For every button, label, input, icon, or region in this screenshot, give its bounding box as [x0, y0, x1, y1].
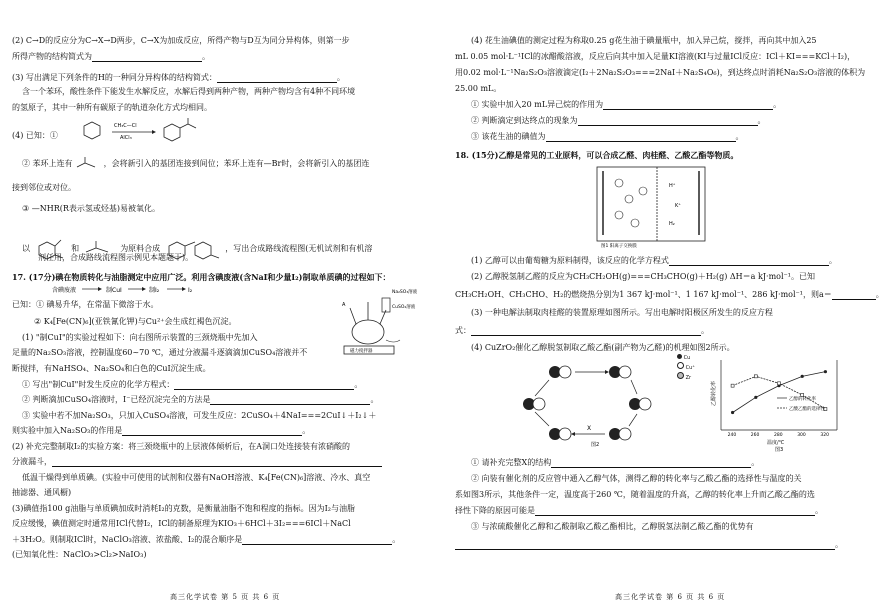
answer-blank[interactable] [174, 381, 354, 390]
q17-2-line3: 低温干燥得到单质碘。(实验中可使用的试剂和仪器有NaOH溶液、K₄[Fe(CN)₆]溶液、冷水、真空 [22, 473, 371, 482]
answer-blank[interactable] [578, 117, 758, 126]
page-footer-right: 高三化学试卷 第 6 页 共 6 页 [615, 593, 726, 601]
q17-1-line3: 断搅拌，有NaHSO₄、Na₂SO₄和白色的CuI沉淀生成。 [12, 364, 211, 373]
svg-text:K⁺: K⁺ [675, 203, 681, 209]
q16-2-line2: 所得产物的结构简式为 。 [12, 52, 210, 61]
q17-known1: 已知：① 碘易升华，在常温下微溶于水。 [12, 300, 159, 309]
q18-3-line1: (3) 一种电解法制取肉桂醛的装置原理如图所示。写出电解时阳极区所发生的反应方程 [471, 308, 773, 317]
x-tick-label: 320 [820, 433, 829, 438]
q16-4-known3: ③ —NHR(R表示氢或烃基)易被氧化。 [22, 204, 160, 213]
legend-cu-plus: Cu⁺ [677, 362, 695, 372]
answer-blank[interactable] [551, 459, 751, 468]
q17-1-line1: (1) "制CuI"的实验过程如下：向右图所示装置的三颈烧瓶中先加入 [22, 333, 258, 342]
x-tick-label: 300 [797, 433, 806, 438]
q17-3-line2: 反应缓慢，碘值测定时通常用ICl代替I₂，ICl的制备原理为KIO₃＋6HCl＋3I₂===6ICl＋NaCl [12, 519, 351, 528]
flow-step2: 制I₂ [149, 287, 160, 294]
answer-blank[interactable] [52, 458, 382, 467]
fig3-legend [777, 395, 825, 412]
flow-step1: 制CuI [106, 287, 122, 294]
q17-3-note: (已知氧化性：NaClO₃>Cl₂>NaIO₃) [12, 550, 147, 559]
stirrer-label: 磁力搅拌器 [350, 349, 373, 354]
q18-4-3-blank: 。 [455, 540, 843, 550]
q17-2-line1: (2) 补充完整制取I₂的实验方案：将三颈烧瓶中的上层液体倾析后，在A洞口处连接装有浓硝酸的 [12, 442, 351, 451]
q16-2-line1: (2) C→D的反应分为C→X→D两步，C→X为加成反应，所得产物与D互为同分异构体，则第一步 [12, 36, 350, 45]
answer-blank[interactable] [546, 133, 736, 142]
legend-conversion: 乙醇的转化率 [789, 397, 816, 402]
page-footer-left: 高三化学试卷 第 5 页 共 6 页 [170, 593, 281, 601]
answer-blank[interactable] [471, 327, 701, 336]
fig1-caption: 图1 阳离子交换膜 [601, 244, 637, 249]
flow-start: 含碘废液 [52, 287, 77, 294]
data-point-s1 [731, 384, 734, 387]
data-point-s1 [754, 375, 757, 378]
electrolysis-cell-figure [595, 163, 707, 249]
q17-known2: ② K₄[Fe(CN)₆](亚铁氰化钾)与Cu²⁺会生成红褐色沉淀。 [34, 317, 237, 326]
q17-2-line4: 抽滤器、通风橱) [12, 488, 72, 497]
temperature-chart [697, 352, 847, 452]
q17-4-2: ② 判断滴定到达终点的现象为 。 [471, 116, 766, 125]
x-tick-label: 260 [750, 433, 760, 438]
fig3-xlabel: 温度/℃ [767, 440, 785, 446]
q17-intro: 17. (17分)碘在物质转化与油脂测定中应用广泛。利用含碘废液(含NaI和少量I₂)制取单质碘的过程如下： [12, 272, 391, 282]
page-right [445, 0, 884, 615]
catalyst-label: AlCl₃ [120, 135, 132, 141]
q18-4-intro: (4) CuZrO₂催化乙醇脱氢制取乙酸乙酯(副产物为乙醛)的机理如图2所示。 [471, 343, 735, 352]
x-tick-label: 280 [774, 433, 783, 438]
answer-blank[interactable] [535, 507, 815, 516]
answer-blank[interactable] [669, 257, 829, 266]
flow-end: I₂ [188, 287, 193, 294]
data-point-s0 [754, 396, 757, 399]
flask-label-na2so3: Na₂SO₃溶液 [392, 290, 418, 295]
flask-label-a: A [342, 302, 346, 308]
q18-2-line1: (2) 乙醇脱氢制乙醛的反应为CH₃CH₂OH(g)===CH₃CHO(g)＋H₂(g) ΔH＝a kJ·mol⁻¹。已知 [471, 272, 815, 281]
q17-4-line4: 25.00 mL。 [455, 84, 502, 93]
fig2-legend [677, 354, 695, 382]
q17-4-line2: mL 0.05 mol·L⁻¹ICl的冰醋酸溶液，反应后向其中加入足量KI溶液(KI与过量ICl反应：ICl＋KI===KCl＋I₂)， [455, 52, 856, 61]
q17-1-line2: 足量的Na₂SO₃溶液，控制温度60~70 ℃，通过分液漏斗逐滴滴加CuSO₄溶液并不 [12, 348, 308, 357]
answer-blank[interactable] [832, 291, 876, 300]
x-tick-label: 240 [727, 433, 737, 438]
svg-text:H⁺: H⁺ [669, 183, 676, 189]
q16-4-known1: (4) 已知：① [12, 131, 58, 140]
q18-4-2-line2: 系如图3所示，其他条件一定，温度高于260 ℃，随着温度的升高，乙醇的转化率上升而乙酸乙酯的选 [455, 490, 815, 499]
q18-2-line2: CH₃CH₂OH、CH₃CHO、H₂的燃烧热分别为1 367 kJ·mol⁻¹、1 167 kJ·mol⁻¹、286 kJ·mol⁻¹，则a＝ 。 [455, 290, 884, 299]
q17-4-line3: 用0.02 mol·L⁻¹Na₂S₂O₃溶液滴定(I₂＋2Na₂S₂O₃===2NaI＋Na₂S₄O₆)，到达终点时消耗Na₂S₂O₃溶液的体积为 [455, 68, 866, 77]
q17-4-3: ③ 该花生油的碘值为 。 [471, 132, 744, 141]
data-point-s0 [801, 375, 804, 378]
q18-4-3: ③ 与浓硫酸催化乙醇和乙酸制取乙酸乙酯相比，乙醇脱氢法制乙酸乙酯的优势有 [471, 522, 754, 531]
answer-blank[interactable] [242, 536, 392, 545]
data-point-s1 [778, 382, 781, 385]
q16-3-cond1: 含一个苯环，酸性条件下能发生水解反应，水解后得到两种产物，两种产物均含有4种不同环境 [22, 87, 356, 96]
q17-1-3b: 则实验中加入Na₂SO₃的作用是 。 [12, 426, 311, 435]
q16-3-cond2: 的氢原子，其中一种所有碳原子的轨道杂化方式均相同。 [12, 103, 212, 112]
answer-blank[interactable] [210, 396, 370, 405]
answer-blank[interactable] [92, 53, 202, 62]
q17-3-line1: (3)碘值指100 g油脂与单质碘加成时消耗I₂的克数，是衡量油脂不饱和程度的指标。因为I₂与油脂 [12, 504, 355, 513]
q18-4-2-line3: 择性下降的原因可能是 。 [455, 506, 823, 515]
q16-4-task: 以 和 为原料合成 ，写出合成路线流程图(无机试剂和有机溶 [22, 236, 372, 262]
q18-1: (1) 乙醇可以由葡萄糖为原料制得，该反应的化学方程式 。 [471, 256, 837, 265]
three-neck-flask-apparatus [330, 284, 422, 364]
series-line-1 [733, 376, 826, 409]
answer-blank[interactable] [122, 427, 302, 436]
iodine-flow-chart [52, 282, 202, 296]
acylation-scheme [70, 118, 210, 150]
q17-1-3: ③ 实验中若不加Na₂SO₃，只加入CuSO₄溶液，可发生反应：2CuSO₄＋4NaI===2CuI↓＋I₂↓＋ [22, 411, 377, 420]
flask-label-cuso4: CuSO₄溶液 [392, 305, 416, 310]
q16-4-task2: 剂任用，合成路线流程图示例见本题题干)。 [38, 253, 194, 262]
fig3-caption: 图3 [775, 447, 784, 453]
catalysis-mechanism-figure [505, 354, 675, 448]
q17-2-line2: 分液漏斗， [12, 457, 382, 467]
q16-4-known2: ② 苯环上连有 ，会将新引入的基团连接到间位；苯环上连有—Br时，会将新引入的基团连 [22, 157, 369, 171]
q18-3-line2: 式： 。 [455, 326, 709, 335]
q16-4-known2b: 接到邻位或对位。 [12, 183, 76, 192]
q18-4-2-line1: ② 向装有催化剂的反应管中通入乙醇气体，测得乙醇的转化率与乙酸乙酯的选择性与温度的关 [471, 474, 802, 483]
legend-cu: Cu [677, 354, 695, 362]
data-point-s0 [824, 370, 827, 373]
answer-blank[interactable] [603, 101, 773, 110]
answer-blank[interactable] [217, 74, 337, 83]
fig3-ylabel: 乙醇转化率 [711, 380, 717, 406]
q18-4-1: ① 请补充完整X的结构 。 [471, 458, 760, 467]
acetyl-group-structure [75, 157, 101, 171]
data-point-s0 [731, 411, 734, 414]
reagent-label: CH₃C—Cl [114, 123, 137, 129]
svg-text:H₂: H₂ [669, 221, 675, 227]
answer-blank[interactable] [455, 541, 835, 550]
q17-4-line1: (4) 花生油碘值的测定过程为称取0.25 g花生油于碘量瓶中，加入异己烷，搅拌，再向其中加入25 [471, 36, 817, 45]
svg-text:X: X [587, 425, 592, 432]
q17-1-1: ① 写出"制CuI"时发生反应的化学方程式： 。 [22, 380, 363, 389]
legend-zr: Zr [677, 372, 695, 382]
q16-3-line1: (3) 写出满足下列条件的H的一种同分异构体的结构简式： 。 [12, 73, 345, 82]
page-left [0, 0, 425, 615]
q17-3-line3: ＋3H₂O。则制取ICl时，NaClO₃溶液、浓盐酸、I₂的混合顺序是 。 [12, 535, 401, 544]
legend-selectivity: 乙酸乙酯的选择性 [789, 407, 825, 412]
q17-4-1: ① 实验中加入20 mL异己烷的作用为 。 [471, 100, 782, 109]
q17-1-2: ② 判断滴加CuSO₄溶液时，I⁻已经沉淀完全的方法是 。 [22, 395, 379, 404]
q18-intro: 18. (15分)乙醇是常见的工业原料，可以合成乙醛、肉桂醛、乙酸乙酯等物质。 [455, 150, 739, 160]
fig2-caption: 图2 [591, 442, 600, 448]
